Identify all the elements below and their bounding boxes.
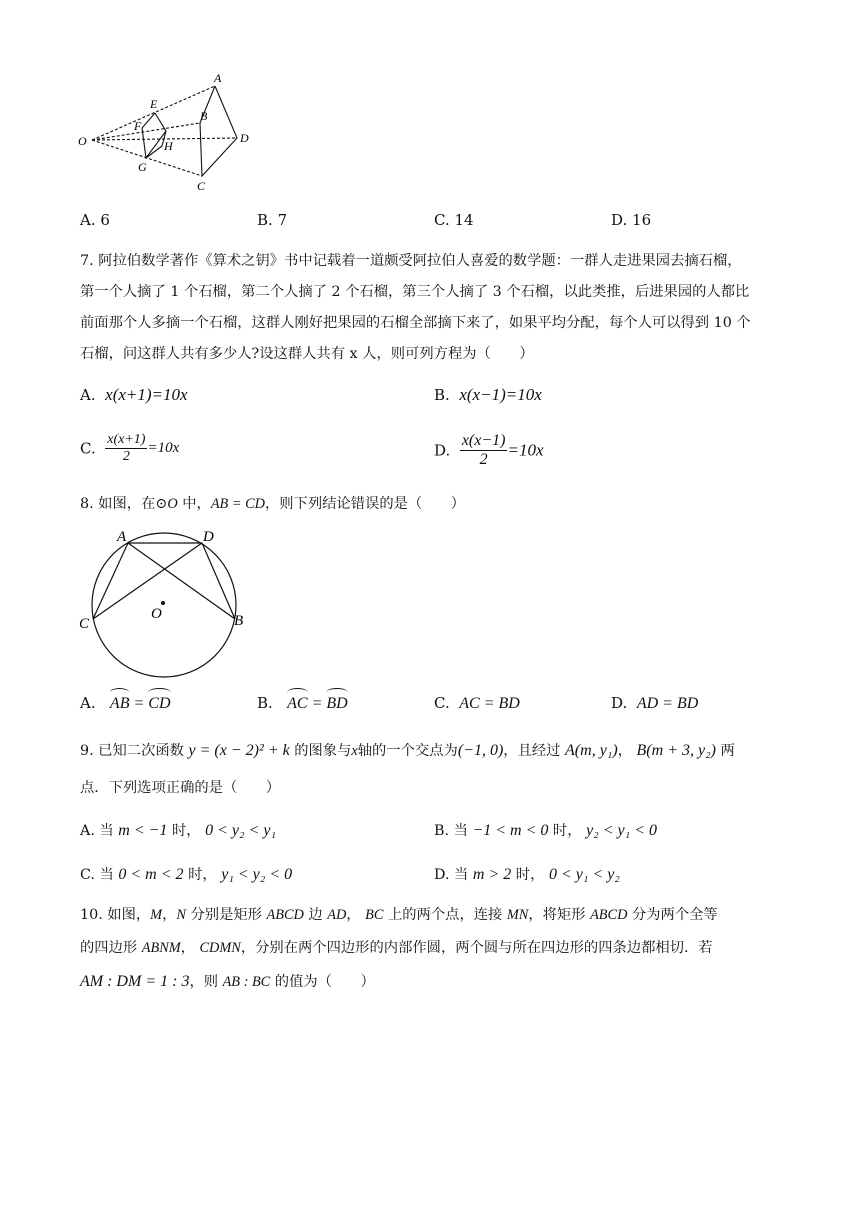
label-G: G xyxy=(138,160,147,174)
q7-option-c: C. $\frac{x(x+1)}{2}$ =10x xyxy=(80,432,180,464)
q6-option-d: D. 16 xyxy=(611,211,652,229)
label-C: C xyxy=(197,179,206,193)
label-B: B xyxy=(200,109,208,123)
label-O: O xyxy=(78,134,87,148)
label-D: D xyxy=(203,529,214,545)
q10-line-2: 的四边形 ABNM， CDMN，分别在两个四边形的内部作圆，两个圆与所在四边形的四条边都相切．若 xyxy=(80,940,713,956)
label-D: D xyxy=(240,131,249,145)
q7-line-1: 7. 阿拉伯数学著作《算术之钥》书中记载着一道颇受阿拉伯人喜爱的数学题：一群人走进果园去摘石榴， xyxy=(80,253,742,269)
q7-line-2: 第一个人摘了 1 个石榴，第二个人摘了 2 个石榴，第三个人摘了 3 个石榴，以此类推，后进果园的人都比 xyxy=(80,284,750,300)
q8-option-d: D. AD = BD xyxy=(611,694,699,712)
label-F: F xyxy=(134,119,142,133)
label-A: A xyxy=(117,529,127,545)
q7-line-3: 前面那个人多摘一个石榴，这群人刚好把果园的石榴全部摘下来了，如果平均分配，每个人可以得到 10 个 xyxy=(80,315,751,331)
q7-option-b: B. x(x−1)=10x xyxy=(434,385,542,404)
q6-option-a: A. 6 xyxy=(80,211,110,229)
label-B: B xyxy=(234,613,244,629)
q8-stem: 8. 如图，在⊙O 中，AB = CD，则下列结论错误的是（ ） xyxy=(80,496,466,512)
q8-option-a: A. AB = CD xyxy=(80,694,171,713)
q8-option-b: B. AC = BD xyxy=(257,694,348,713)
q7-option-a: A. x(x+1)=10x xyxy=(80,385,188,404)
q10-line-1: 10. 如图，M，N 分别是矩形 ABCD 边 AD， BC 上的两个点，连接 MN，将矩形 ABCD 分为两个全等 xyxy=(80,907,718,923)
q9-option-b: B. 当 −1 < m < 0 时， y₂ < y₁ < 0 xyxy=(434,822,657,839)
q9-option-a: A. 当 m < −1 时， 0 < y₂ < y₁ xyxy=(80,822,277,839)
figure-q6 xyxy=(70,68,270,198)
label-O: O xyxy=(151,606,162,622)
label-H: H xyxy=(164,139,173,153)
label-C: C xyxy=(79,616,90,632)
label-E: E xyxy=(150,97,158,111)
q9-option-d: D. 当 m > 2 时， 0 < y₁ < y₂ xyxy=(434,866,620,883)
q9-line-2: 点．下列选项正确的是（ ） xyxy=(80,780,281,796)
label-A: A xyxy=(214,71,222,85)
q6-option-c: C. 14 xyxy=(434,211,474,229)
q6-option-b: B. 7 xyxy=(257,211,288,229)
q8-option-c: C. AC = BD xyxy=(434,694,520,712)
q7-option-d: D. $\frac{x(x-1)}{2}$ =10x xyxy=(434,432,544,468)
figure-q8 xyxy=(75,524,260,679)
q9-line-1: 9. 已知二次函数 y = (x − 2)² + k 的图象与x轴的一个交点为(−1, 0)，且经过 A(m, y₁)， B(m + 3, y₂) 两 xyxy=(80,742,735,759)
q9-option-c: C. 当 0 < m < 2 时， y₁ < y₂ < 0 xyxy=(80,866,293,883)
q7-line-4: 石榴，问这群人共有多少人?设这群人共有 x 人，则可列方程为（ ） xyxy=(80,346,534,362)
q10-line-3: AM : DM = 1 : 3，则 AB : BC 的值为（ ） xyxy=(80,973,375,990)
